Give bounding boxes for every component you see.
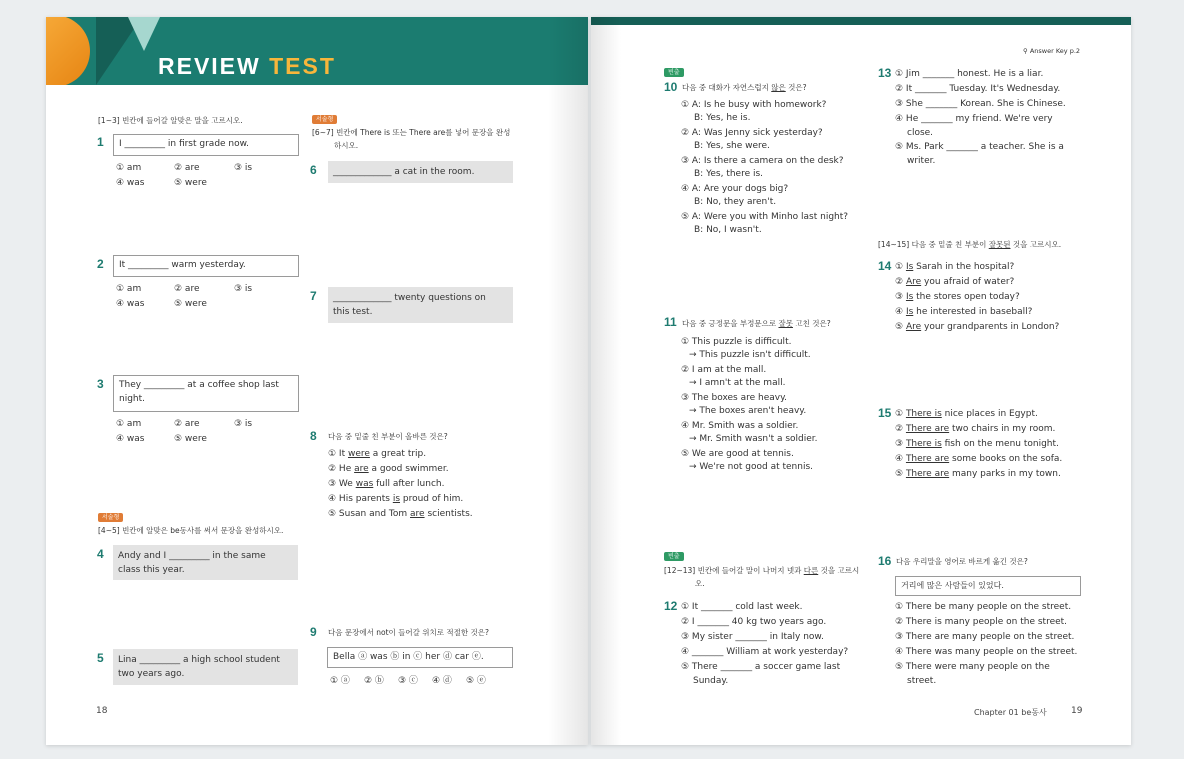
q12-option-3[interactable]: ③ My sister _______ in Italy now. [681, 632, 824, 642]
left-page [46, 17, 588, 745]
question-number-11: 11 [664, 315, 677, 329]
q10-line-6: B: Yes, there is. [694, 169, 764, 179]
q16-option-5[interactable]: ⑤ There were many people on the [895, 662, 1050, 672]
question-number-12: 12 [664, 599, 678, 613]
q12-option-1[interactable]: ① It _______ cold last week. [681, 602, 803, 612]
q8-option-1[interactable]: ① It were a great trip. [328, 449, 427, 459]
question-number-1: 1 [97, 135, 104, 149]
frequent-badge-10: 빈출 [664, 68, 684, 77]
q3-option-1[interactable]: ① am [116, 419, 142, 429]
q9-option-5[interactable]: ⑤ ⓔ [466, 676, 486, 686]
q5-line-1: Lina _________ a high school student [118, 655, 280, 665]
right-page [591, 17, 1131, 745]
q9-prompt: 다음 문장에서 not이 들어갈 위치로 적절한 것은? [328, 628, 489, 637]
q1-option-2[interactable]: ② are [174, 163, 200, 173]
question-number-13: 13 [878, 66, 892, 80]
q14-option-5[interactable]: ⑤ Are your grandparents in London? [895, 322, 1060, 332]
review-test-banner [46, 17, 588, 85]
magnifier-icon: ⚲ [1023, 47, 1028, 55]
instruction-6-7-line-2: 하시오. [334, 141, 359, 150]
q16-option-4[interactable]: ④ There was many people on the street. [895, 647, 1078, 657]
q7-line-2: this test. [333, 307, 373, 317]
q10-line-2: B: Yes, he is. [694, 113, 751, 123]
question-number-6: 6 [310, 163, 317, 177]
question-4-box [113, 545, 298, 580]
q12-option-4[interactable]: ④ _______ William at work yesterday? [681, 647, 849, 657]
question-number-10: 10 [664, 80, 678, 94]
instruction-12-13-line-1: [12~13] 빈칸에 들어갈 말이 나머지 넷과 다른 것을 고르시 [664, 566, 860, 575]
q15-option-5[interactable]: ⑤ There are many parks in my town. [895, 469, 1061, 479]
q7-line-1: _____________ twenty questions on [333, 293, 486, 303]
chapter-footer: Chapter 01 be동사 [974, 708, 1047, 717]
q14-option-2[interactable]: ② Are you afraid of water? [895, 277, 1015, 287]
instruction-6-7-line-1: [6~7] 빈칸에 There is 또는 There are를 넣어 문장을 완성 [312, 128, 511, 137]
q11-line-6: → The boxes aren't heavy. [689, 406, 807, 416]
q1-option-3[interactable]: ③ is [234, 163, 253, 173]
q1-option-1[interactable]: ① am [116, 163, 142, 173]
question-number-4: 4 [97, 547, 104, 561]
q13-line-5: close. [907, 128, 934, 138]
q1-option-5[interactable]: ⑤ were [174, 178, 207, 188]
banner-title: REVIEW TEST [158, 53, 336, 79]
q15-option-1[interactable]: ① There is nice places in Egypt. [895, 409, 1038, 419]
q11-line-10: → We're not good at tennis. [689, 462, 814, 472]
question-6-box: _____________ a cat in the room. [328, 161, 513, 183]
question-7-box [328, 287, 513, 323]
top-strip [591, 17, 1131, 25]
q16-option-2[interactable]: ② There is many people on the street. [895, 617, 1068, 627]
q13-option-5[interactable]: ⑤ Ms. Park _______ a teacher. She is a [895, 142, 1064, 152]
q12-option-2[interactable]: ② I _______ 40 kg two years ago. [681, 617, 827, 627]
q9-option-1[interactable]: ① ⓐ [330, 676, 350, 686]
question-number-14: 14 [878, 259, 892, 273]
page-number-left: 18 [96, 706, 108, 716]
instruction-4-5: [4~5] 빈칸에 알맞은 be동사를 써서 문장을 완성하시오. [98, 526, 284, 535]
question-number-15: 15 [878, 406, 892, 420]
q10-prompt: 다음 중 대화가 자연스럽지 않은 것은? [682, 83, 807, 92]
q2-option-3[interactable]: ③ is [234, 284, 253, 294]
answer-key-label: ⚲ Answer Key p.2 [1023, 47, 1081, 55]
q11-option-2[interactable]: ② I am at the mall. [681, 365, 767, 375]
q14-option-4[interactable]: ④ Is he interested in baseball? [895, 307, 1033, 317]
q11-line-2: → This puzzle isn't difficult. [689, 350, 811, 360]
q12-line-6: Sunday. [693, 676, 729, 686]
q9-option-2[interactable]: ② ⓑ [364, 676, 384, 686]
q3-line-1: They _________ at a coffee shop last [119, 380, 279, 390]
question-number-8: 8 [310, 429, 317, 443]
frequent-badge-12: 빈출 [664, 552, 684, 561]
question-number-16: 16 [878, 554, 892, 568]
q13-option-3[interactable]: ③ She _______ Korean. She is Chinese. [895, 99, 1066, 109]
q11-line-8: → Mr. Smith wasn't a soldier. [689, 434, 818, 444]
question-1-box: I _________ in first grade now. [113, 134, 299, 156]
q11-option-1[interactable]: ① This puzzle is difficult. [681, 337, 792, 347]
q11-option-3[interactable]: ③ The boxes are heavy. [681, 393, 788, 403]
q13-option-2[interactable]: ② It _______ Tuesday. It's Wednesday. [895, 84, 1061, 94]
q4-line-2: class this year. [118, 565, 185, 575]
q5-line-2: two years ago. [118, 669, 185, 679]
q11-line-4: → I amn't at the mall. [689, 378, 786, 388]
question-9-box: Bella ⓐ was ⓑ in ⓒ her ⓓ car ⓔ. [327, 647, 513, 668]
q16-prompt: 다음 우리말을 영어로 바르게 옮긴 것은? [896, 557, 1028, 566]
q2-option-1[interactable]: ① am [116, 284, 142, 294]
q10-line-4: B: Yes, she were. [694, 141, 770, 151]
q14-option-1[interactable]: ① Is Sarah in the hospital? [895, 262, 1015, 272]
q3-option-4[interactable]: ④ was [116, 434, 145, 444]
spine-shadow-right [591, 17, 621, 745]
q13-option-1[interactable]: ① Jim _______ honest. He is a liar. [895, 69, 1044, 79]
instruction-12-13-line-2: 오. [695, 579, 705, 588]
descriptive-badge-4-5: 서술형 [98, 513, 123, 522]
question-number-5: 5 [97, 651, 104, 665]
q8-option-5[interactable]: ⑤ Susan and Tom are scientists. [328, 509, 473, 519]
q9-option-4[interactable]: ④ ⓓ [432, 676, 452, 686]
question-number-2: 2 [97, 257, 104, 271]
spine-shadow-left [548, 17, 588, 745]
q10-option-2[interactable]: ② A: Was Jenny sick yesterday? [681, 128, 823, 138]
q11-prompt: 다음 중 긍정문을 부정문으로 잘못 고친 것은? [682, 319, 831, 328]
q11-option-5[interactable]: ⑤ We are good at tennis. [681, 449, 794, 459]
q3-option-5[interactable]: ⑤ were [174, 434, 207, 444]
instruction-14-15: [14~15] 다음 중 밑줄 친 부분이 잘못된 것을 고르시오. [878, 240, 1062, 249]
q14-option-3[interactable]: ③ Is the stores open today? [895, 292, 1020, 302]
question-16-box: 거리에 많은 사람들이 있었다. [895, 576, 1081, 596]
q3-option-2[interactable]: ② are [174, 419, 200, 429]
q11-option-4[interactable]: ④ Mr. Smith was a soldier. [681, 421, 799, 431]
banner-light-triangle [128, 17, 160, 51]
q10-line-10: B: No, I wasn't. [694, 225, 762, 235]
q10-option-5[interactable]: ⑤ A: Were you with Minho last night? [681, 212, 849, 222]
q8-option-4[interactable]: ④ His parents is proud of him. [328, 494, 464, 504]
q8-option-3[interactable]: ③ We was full after lunch. [328, 479, 445, 489]
q16-option-3[interactable]: ③ There are many people on the street. [895, 632, 1075, 642]
banner-orange-shape [46, 17, 90, 85]
q15-option-4[interactable]: ④ There are some books on the sofa. [895, 454, 1063, 464]
question-number-7: 7 [310, 289, 317, 303]
q15-option-3[interactable]: ③ There is fish on the menu tonight. [895, 439, 1059, 449]
q10-line-8: B: No, they aren't. [694, 197, 777, 207]
descriptive-badge-6-7: 서술형 [312, 115, 337, 124]
q12-option-5[interactable]: ⑤ There _______ a soccer game last [681, 662, 841, 672]
page-number-right: 19 [1071, 706, 1083, 716]
question-2-box: It _________ warm yesterday. [113, 255, 299, 277]
q10-option-3[interactable]: ③ A: Is there a camera on the desk? [681, 156, 844, 166]
instruction-1-3: [1~3] 빈칸에 들어갈 알맞은 말을 고르시오. [98, 116, 243, 125]
q10-option-1[interactable]: ① A: Is he busy with homework? [681, 100, 827, 110]
q9-option-3[interactable]: ③ ⓒ [398, 676, 418, 686]
q13-option-4[interactable]: ④ He _______ my friend. We're very [895, 114, 1053, 124]
q10-option-4[interactable]: ④ A: Are your dogs big? [681, 184, 789, 194]
q2-option-2[interactable]: ② are [174, 284, 200, 294]
q8-option-2[interactable]: ② He are a good swimmer. [328, 464, 449, 474]
question-5-box [113, 649, 298, 685]
q2-option-4[interactable]: ④ was [116, 299, 145, 309]
q8-prompt: 다음 중 밑줄 친 부분이 올바른 것은? [328, 432, 448, 441]
q4-line-1: Andy and I _________ in the same [118, 551, 266, 561]
q3-line-2: night. [119, 394, 146, 404]
q13-line-7: writer. [907, 156, 936, 166]
question-number-9: 9 [310, 625, 317, 639]
q1-option-4[interactable]: ④ was [116, 178, 145, 188]
q15-option-2[interactable]: ② There are two chairs in my room. [895, 424, 1056, 434]
question-number-3: 3 [97, 377, 104, 391]
q3-option-3[interactable]: ③ is [234, 419, 253, 429]
question-3-box [113, 375, 299, 412]
q2-option-5[interactable]: ⑤ were [174, 299, 207, 309]
q16-option-1[interactable]: ① There be many people on the street. [895, 602, 1072, 612]
q16-line-6: street. [907, 676, 937, 686]
